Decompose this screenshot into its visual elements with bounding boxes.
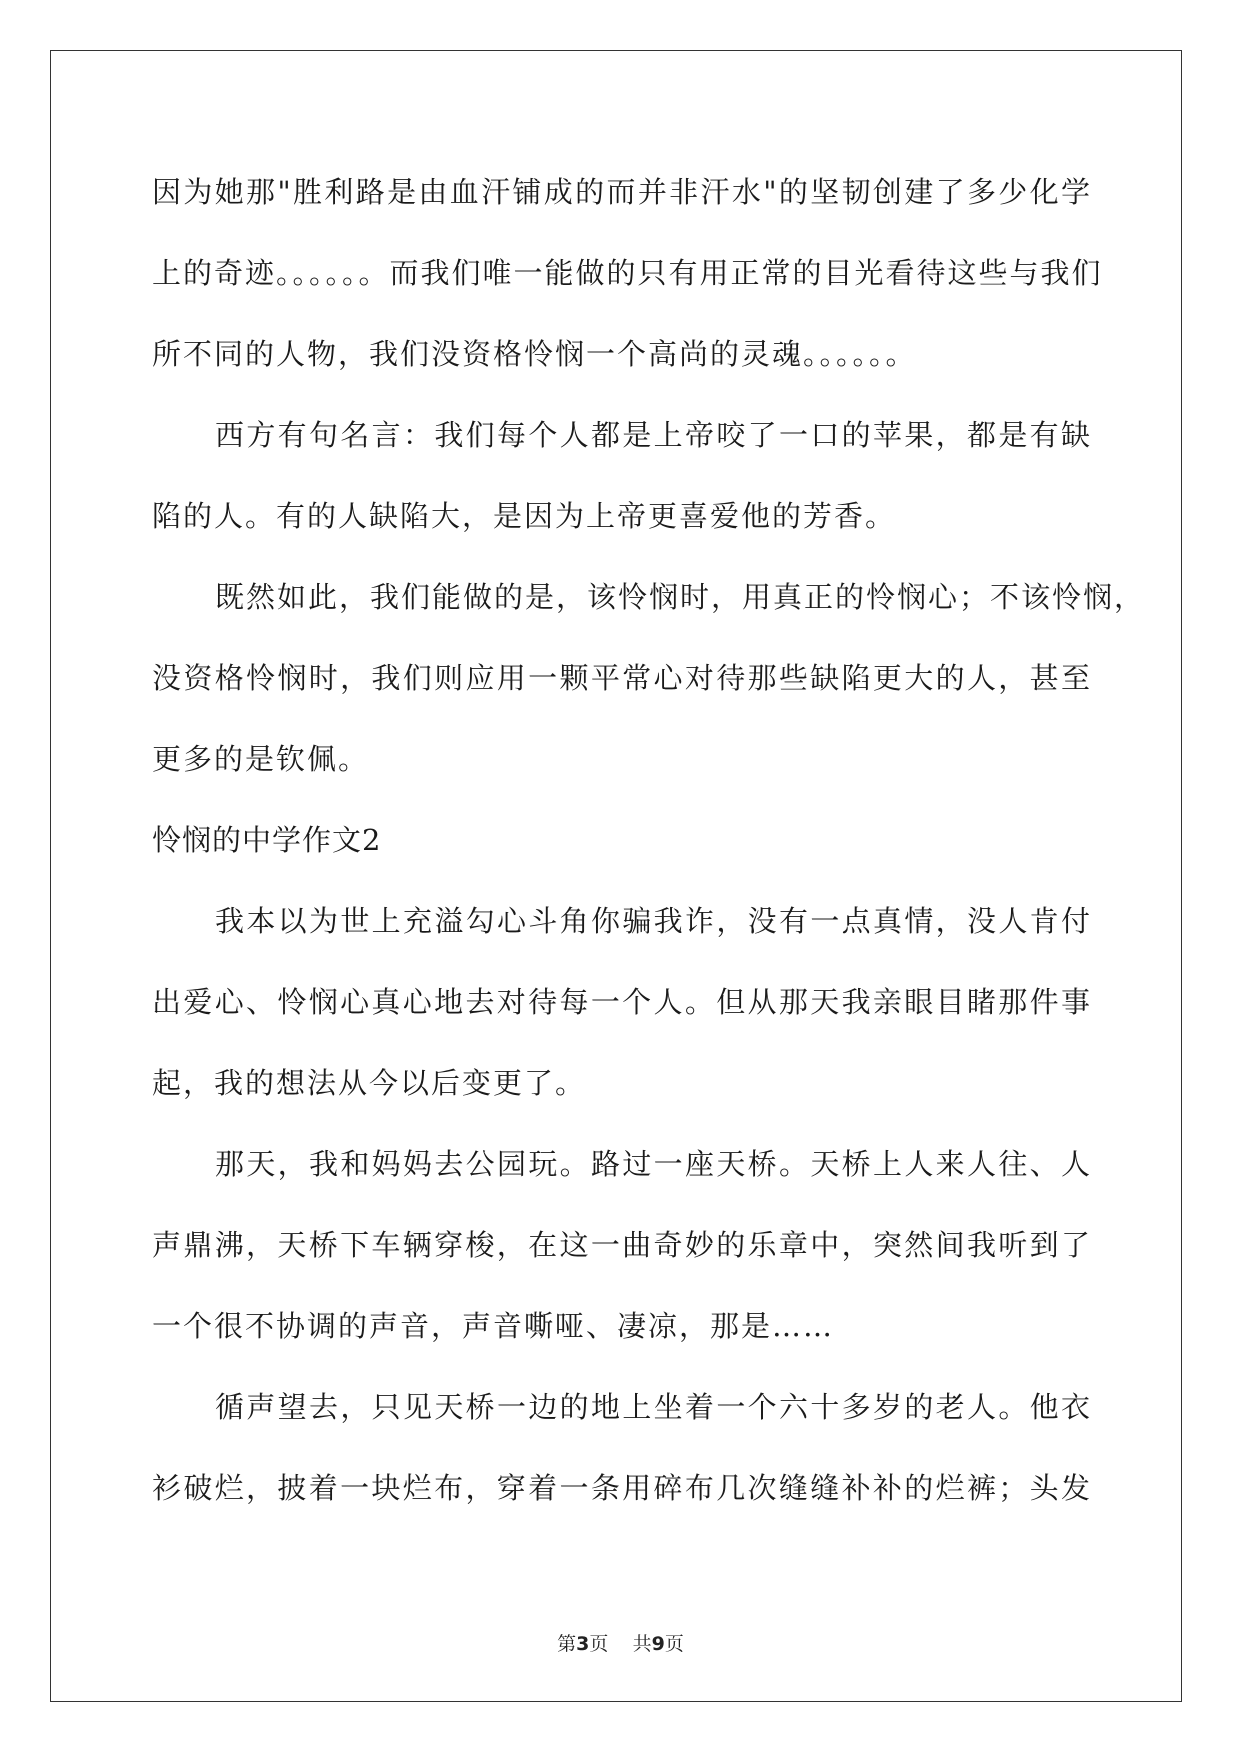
- text-line: 因为她那"胜利路是由血汗铺成的而并非汗水"的坚韧创建了多少化学: [152, 175, 1092, 209]
- text-line: 那天，我和妈妈去公园玩。路过一座天桥。天桥上人来人往、人: [215, 1147, 1092, 1181]
- page-footer: [0, 1629, 1241, 1656]
- text-line: 我本以为世上充溢勾心斗角你骗我诈，没有一点真情，没人肯付: [215, 904, 1092, 938]
- footer-mid: 页 共: [589, 1633, 652, 1655]
- current-page-number: 3: [576, 1633, 590, 1655]
- text-line: 循声望去，只见天桥一边的地上坐着一个六十多岁的老人。他衣: [215, 1390, 1092, 1424]
- footer-prefix: 第: [557, 1633, 577, 1655]
- text-line: 一个很不协调的声音，声音嘶哑、凄凉，那是……: [152, 1309, 835, 1343]
- section-heading: 怜悯的中学作文2: [152, 823, 382, 857]
- total-page-number: 9: [651, 1633, 665, 1655]
- document-body: [152, 152, 1146, 1529]
- text-line: 没资格怜悯时，我们则应用一颗平常心对待那些缺陷更大的人，甚至: [152, 661, 1092, 695]
- text-line: 声鼎沸，天桥下车辆穿梭，在这一曲奇妙的乐章中，突然间我听到了: [152, 1228, 1092, 1262]
- text-line: 更多的是钦佩。: [152, 742, 370, 776]
- text-line: 起，我的想法从今以后变更了。: [152, 1066, 587, 1100]
- footer-suffix: 页: [664, 1633, 684, 1655]
- text-line: 衫破烂，披着一块烂布，穿着一条用碎布几次缝缝补补的烂裤；头发: [152, 1471, 1092, 1505]
- text-line: 出爱心、怜悯心真心地去对待每一个人。但从那天我亲眼目睹那件事: [152, 985, 1092, 1019]
- text-line: 上的奇迹。。。。。。而我们唯一能做的只有用正常的目光看待这些与我们: [152, 256, 1103, 290]
- text-line: 西方有句名言：我们每个人都是上帝咬了一口的苹果，都是有缺: [215, 418, 1092, 452]
- text-line: 既然如此，我们能做的是，该怜悯时，用真正的怜悯心；不该怜悯，: [215, 580, 1146, 614]
- text-line: 陷的人。有的人缺陷大，是因为上帝更喜爱他的芳香。: [152, 499, 897, 533]
- text-line: 所不同的人物，我们没资格怜悯一个高尚的灵魂。。。。。。: [152, 337, 917, 371]
